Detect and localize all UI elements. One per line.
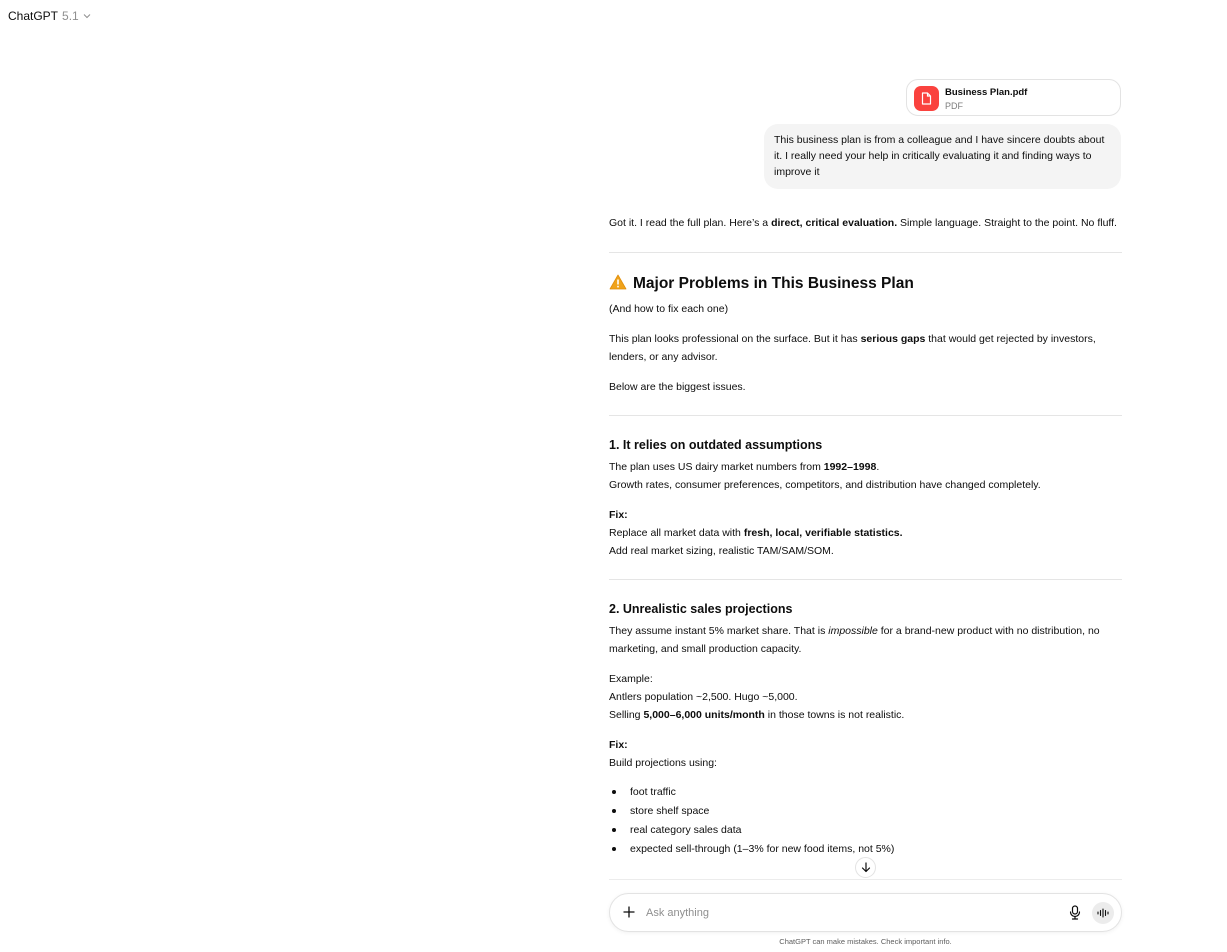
section-text: Growth rates, consumer preferences, competitors, and distribution have changed completely. xyxy=(609,479,1041,491)
list-item: expected sell-through (1–3% for new food items, not 5%) xyxy=(609,840,1122,859)
composer xyxy=(609,893,1122,932)
fix-label: Fix: xyxy=(609,509,628,521)
disclaimer: ChatGPT can make mistakes. Check important info. xyxy=(779,937,952,946)
microphone-icon[interactable] xyxy=(1069,905,1081,920)
section-title: 2. Unrealistic sales projections xyxy=(609,602,793,616)
user-message: This business plan is from a colleague and I have sincere doubts about it. I really need your help in critically evaluating it and finding ways to improve it xyxy=(764,124,1121,189)
model-selector[interactable] xyxy=(8,9,91,23)
list-item: foot traffic xyxy=(609,783,1122,802)
section-title: 1. It relies on outdated assumptions xyxy=(609,438,823,452)
response-heading: Major Problems in This Business Plan xyxy=(609,273,1122,297)
section-text: They assume instant 5% market share. That is impossible for a brand-new product with no distribution, no marketing, and small production capacity. xyxy=(609,625,1100,655)
document-icon xyxy=(914,86,939,111)
example-text: Selling 5,000–6,000 units/month in those towns is not realistic. xyxy=(609,709,905,721)
chevron-down-icon xyxy=(83,12,91,20)
list-item: real category sales data xyxy=(609,821,1122,840)
scroll-to-bottom-button[interactable] xyxy=(855,857,876,878)
plus-icon[interactable] xyxy=(623,906,635,918)
response-subheading: (And how to fix each one) xyxy=(609,303,729,315)
attachment-file-type: PDF xyxy=(945,101,963,111)
divider xyxy=(609,879,1122,880)
response-intro: Got it. I read the full plan. Here’s a direct, critical evaluation. Simple language. Straight to the point. No fluff. xyxy=(609,217,1117,229)
fix-label: Fix: xyxy=(609,739,628,751)
voice-mode-icon[interactable] xyxy=(1092,902,1114,924)
prompt-input[interactable]: Ask anything xyxy=(646,907,709,919)
section-text: The plan uses US dairy market numbers from 1992–1998. xyxy=(609,461,880,473)
example-label: Example: xyxy=(609,673,653,685)
fix-text: Build projections using: xyxy=(609,757,717,769)
assistant-response xyxy=(609,214,1122,859)
warning-icon xyxy=(609,274,627,297)
response-lead: Below are the biggest issues. xyxy=(609,381,746,393)
example-text: Antlers population ~2,500. Hugo ~5,000. xyxy=(609,691,798,703)
fix-list xyxy=(609,783,1122,859)
attachment-card[interactable] xyxy=(906,79,1121,116)
fix-text: Add real market sizing, realistic TAM/SAM/SOM. xyxy=(609,545,834,557)
fix-text: Replace all market data with fresh, local, verifiable statistics. xyxy=(609,527,903,539)
attachment-file-name: Business Plan.pdf xyxy=(945,87,1028,98)
list-item: store shelf space xyxy=(609,802,1122,821)
model-name: ChatGPT xyxy=(8,9,59,23)
model-version: 5.1 xyxy=(62,9,79,23)
arrow-down-icon xyxy=(861,862,871,873)
response-summary: This plan looks professional on the surface. But it has serious gaps that would get rejected by investors, lenders, or any advisor. xyxy=(609,333,1096,363)
